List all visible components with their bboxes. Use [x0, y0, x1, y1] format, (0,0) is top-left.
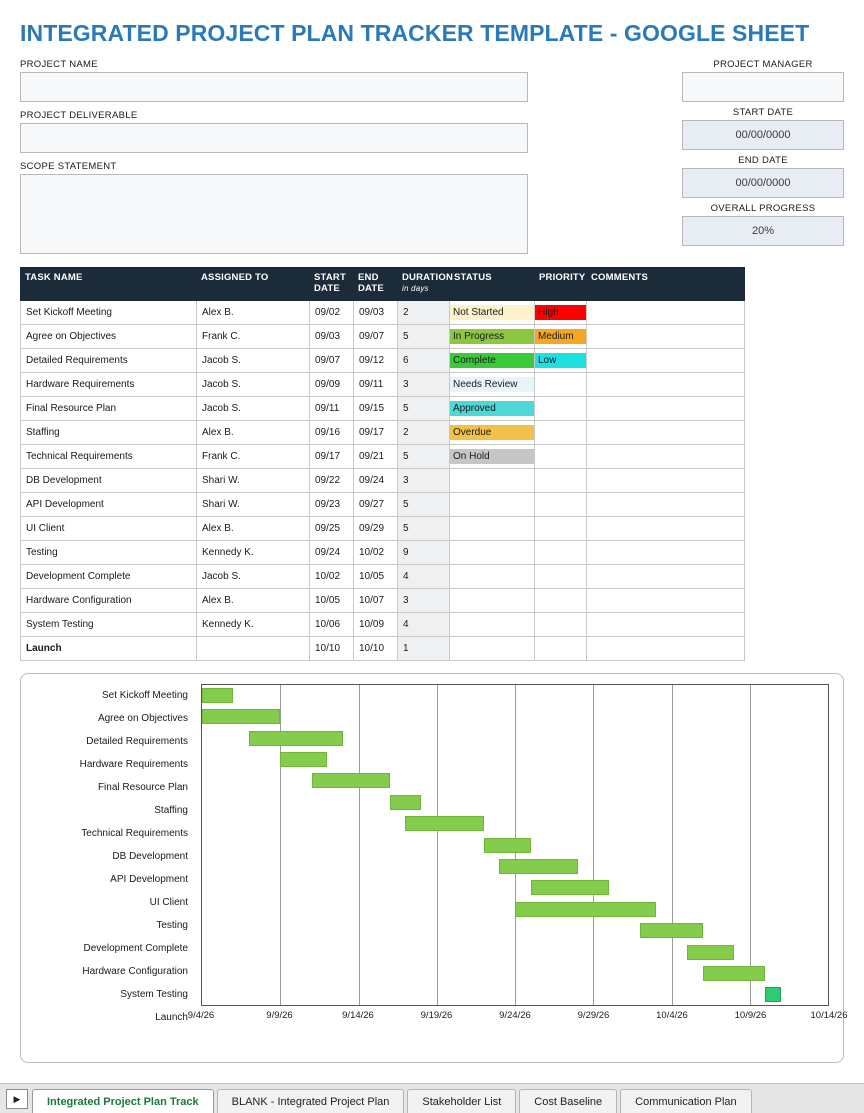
task-table-wrapper	[20, 267, 844, 661]
gantt-bar	[640, 923, 703, 938]
cell-assigned-to[interactable]: Jacob S.	[197, 396, 310, 420]
cell-status[interactable]	[450, 588, 535, 612]
table-row[interactable]	[21, 636, 745, 660]
cell-status[interactable]	[450, 564, 535, 588]
gantt-x-tick: 10/9/26	[734, 1009, 767, 1021]
start-date-input[interactable]: 00/00/0000	[682, 120, 844, 150]
cell-assigned-to[interactable]: Kennedy K.	[197, 540, 310, 564]
cell-end-date[interactable]: 09/29	[354, 516, 398, 540]
gantt-x-tick: 9/14/26	[342, 1009, 374, 1021]
gantt-x-axis	[187, 1007, 848, 1027]
cell-assigned-to[interactable]: Jacob S.	[197, 348, 310, 372]
cell-assigned-to[interactable]: Frank C.	[197, 444, 310, 468]
table-row[interactable]	[21, 396, 745, 420]
sheet-tab[interactable]: Cost Baseline	[519, 1089, 617, 1113]
gantt-row-label: Detailed Requirements	[86, 735, 188, 747]
cell-priority-chip: High	[535, 305, 586, 320]
cell-duration[interactable]: 5	[398, 324, 450, 348]
cell-assigned-to[interactable]: Kennedy K.	[197, 612, 310, 636]
cell-task-name[interactable]: Technical Requirements	[21, 444, 197, 468]
gantt-bar	[390, 795, 421, 810]
cell-comments[interactable]	[587, 348, 745, 372]
cell-priority[interactable]	[535, 588, 587, 612]
cell-assigned-to[interactable]: Shari W.	[197, 492, 310, 516]
cell-status[interactable]	[450, 516, 535, 540]
cell-task-name[interactable]: Detailed Requirements	[21, 348, 197, 372]
cell-priority[interactable]	[535, 636, 587, 660]
cell-comments[interactable]	[587, 372, 745, 396]
cell-priority[interactable]	[535, 468, 587, 492]
cell-comments[interactable]	[587, 540, 745, 564]
gantt-x-tick: 9/24/26	[499, 1009, 531, 1021]
cell-status-chip: Needs Review	[450, 377, 534, 392]
cell-end-date[interactable]: 09/11	[354, 372, 398, 396]
gantt-x-tick: 9/9/26	[266, 1009, 293, 1021]
cell-assigned-to[interactable]: Jacob S.	[197, 372, 310, 396]
cell-priority[interactable]	[535, 300, 587, 324]
cell-task-name[interactable]: API Development	[21, 492, 197, 516]
cell-task-name[interactable]: System Testing	[21, 612, 197, 636]
cell-end-date[interactable]: 09/17	[354, 420, 398, 444]
gantt-bar	[280, 752, 327, 767]
cell-assigned-to[interactable]	[197, 636, 310, 660]
gantt-category-labels	[31, 684, 196, 1029]
table-row[interactable]	[21, 444, 745, 468]
gantt-bar	[515, 902, 656, 917]
project-name-input[interactable]	[20, 72, 528, 102]
table-row[interactable]	[21, 468, 745, 492]
cell-end-date[interactable]: 09/27	[354, 492, 398, 516]
cell-start-date[interactable]: 10/06	[310, 612, 354, 636]
cell-task-name[interactable]: UI Client	[21, 516, 197, 540]
table-row[interactable]	[21, 588, 745, 612]
task-table-body	[21, 300, 745, 660]
gantt-row-label: DB Development	[112, 850, 188, 862]
cell-duration[interactable]: 5	[398, 516, 450, 540]
cell-assigned-to[interactable]: Alex B.	[197, 588, 310, 612]
sheet-tab[interactable]: BLANK - Integrated Project Plan	[217, 1089, 405, 1113]
header-assigned-to[interactable]: ASSIGNED TO	[197, 268, 310, 301]
header-end-date-text: END DATE	[358, 272, 384, 294]
gantt-bar	[687, 945, 734, 960]
cell-start-date[interactable]: 09/09	[310, 372, 354, 396]
cell-start-date[interactable]: 09/17	[310, 444, 354, 468]
cell-duration[interactable]: 2	[398, 420, 450, 444]
gantt-gridline	[359, 685, 360, 1005]
gantt-bar	[249, 731, 343, 746]
table-row[interactable]	[21, 300, 745, 324]
task-table	[20, 267, 745, 661]
gantt-bar	[202, 688, 233, 703]
table-row[interactable]	[21, 420, 745, 444]
gantt-row-label: Staffing	[154, 804, 188, 816]
project-manager-label: PROJECT MANAGER	[713, 59, 813, 70]
gantt-gridline	[672, 685, 673, 1005]
header-end-date[interactable]	[354, 268, 398, 301]
gantt-row-label: Hardware Requirements	[79, 758, 188, 770]
cell-end-date[interactable]: 09/24	[354, 468, 398, 492]
table-row[interactable]	[21, 564, 745, 588]
project-manager-input[interactable]	[682, 72, 844, 102]
cell-comments[interactable]	[587, 420, 745, 444]
cell-status-chip: Approved	[450, 401, 534, 416]
cell-status-chip: Not Started	[450, 305, 534, 320]
cell-status[interactable]	[450, 324, 535, 348]
cell-task-name[interactable]: Set Kickoff Meeting	[21, 300, 197, 324]
cell-task-name[interactable]: Launch	[21, 636, 197, 660]
overall-progress-label: OVERALL PROGRESS	[710, 203, 816, 214]
cell-start-date[interactable]: 09/24	[310, 540, 354, 564]
cell-status[interactable]	[450, 636, 535, 660]
cell-priority[interactable]	[535, 516, 587, 540]
cell-status[interactable]	[450, 420, 535, 444]
gantt-gridline	[437, 685, 438, 1005]
cell-duration[interactable]: 5	[398, 492, 450, 516]
cell-task-name[interactable]: Agree on Objectives	[21, 324, 197, 348]
gantt-x-tick: 10/4/26	[656, 1009, 688, 1021]
cell-status-chip: On Hold	[450, 449, 534, 464]
gantt-bar	[765, 987, 781, 1002]
cell-end-date[interactable]: 09/12	[354, 348, 398, 372]
cell-comments[interactable]	[587, 636, 745, 660]
cell-status[interactable]	[450, 468, 535, 492]
table-row[interactable]	[21, 516, 745, 540]
project-name-label: PROJECT NAME	[20, 59, 98, 70]
cell-duration[interactable]: 4	[398, 564, 450, 588]
sheet-tab-bar	[0, 1083, 864, 1113]
cell-task-name[interactable]: Development Complete	[21, 564, 197, 588]
cell-status[interactable]	[450, 396, 535, 420]
gantt-row-label: Testing	[156, 919, 188, 931]
cell-start-date[interactable]: 10/10	[310, 636, 354, 660]
gantt-plot-area	[201, 684, 829, 1006]
cell-duration[interactable]: 1	[398, 636, 450, 660]
table-header-row	[21, 268, 745, 301]
cell-comments[interactable]	[587, 444, 745, 468]
cell-start-date[interactable]: 09/07	[310, 348, 354, 372]
gantt-bar	[499, 859, 577, 874]
gantt-x-tick: 9/4/26	[187, 1009, 215, 1021]
sheet-tab[interactable]: Stakeholder List	[407, 1089, 516, 1113]
cell-priority[interactable]	[535, 420, 587, 444]
cell-start-date[interactable]: 09/25	[310, 516, 354, 540]
cell-duration[interactable]: 5	[398, 444, 450, 468]
cell-comments[interactable]	[587, 396, 745, 420]
cell-task-name[interactable]: Final Resource Plan	[21, 396, 197, 420]
overall-progress-value: 20%	[682, 216, 844, 246]
header-status[interactable]: STATUS	[450, 268, 535, 301]
cell-assigned-to[interactable]: Jacob S.	[197, 564, 310, 588]
cell-end-date[interactable]: 10/02	[354, 540, 398, 564]
cell-assigned-to[interactable]: Frank C.	[197, 324, 310, 348]
cell-assigned-to[interactable]: Alex B.	[197, 516, 310, 540]
cell-duration[interactable]: 3	[398, 372, 450, 396]
cell-end-date[interactable]: 09/07	[354, 324, 398, 348]
gantt-row-label: Launch	[155, 1011, 188, 1023]
gantt-bar	[531, 880, 609, 895]
gantt-row-label: System Testing	[120, 988, 188, 1000]
gantt-x-tick: 10/14/26	[810, 1009, 848, 1021]
gantt-bar	[202, 709, 280, 724]
table-row[interactable]	[21, 540, 745, 564]
gantt-row-label: Technical Requirements	[81, 827, 188, 839]
cell-priority[interactable]	[535, 396, 587, 420]
cell-end-date[interactable]: 10/05	[354, 564, 398, 588]
cell-status-chip: Overdue	[450, 425, 534, 440]
sheet-tab[interactable]: Communication Plan	[620, 1089, 752, 1113]
cell-priority[interactable]	[535, 348, 587, 372]
cell-priority[interactable]	[535, 564, 587, 588]
header-start-date[interactable]	[310, 268, 354, 301]
cell-status[interactable]	[450, 492, 535, 516]
cell-priority[interactable]	[535, 372, 587, 396]
cell-priority[interactable]	[535, 540, 587, 564]
header-duration-sub: in days	[402, 283, 429, 293]
cell-start-date[interactable]: 09/23	[310, 492, 354, 516]
project-deliverable-input[interactable]	[20, 123, 528, 153]
cell-duration[interactable]: 3	[398, 468, 450, 492]
gantt-row-label: Final Resource Plan	[97, 781, 188, 793]
cell-duration[interactable]: 4	[398, 612, 450, 636]
header-comments[interactable]: COMMENTS	[587, 268, 745, 301]
project-header-form	[20, 59, 844, 259]
cell-end-date[interactable]: 09/15	[354, 396, 398, 420]
gantt-row-label: Agree on Objectives	[97, 712, 188, 724]
left-form-column	[20, 59, 528, 254]
cell-assigned-to[interactable]: Shari W.	[197, 468, 310, 492]
gantt-row-label: Development Complete	[83, 942, 188, 954]
gantt-x-tick: 9/29/26	[577, 1009, 610, 1021]
header-task-name[interactable]: TASK NAME	[21, 268, 197, 301]
table-row[interactable]	[21, 324, 745, 348]
gantt-gridline	[750, 685, 751, 1005]
cell-start-date[interactable]: 09/03	[310, 324, 354, 348]
cell-duration[interactable]: 3	[398, 588, 450, 612]
cell-start-date[interactable]: 09/16	[310, 420, 354, 444]
cell-end-date[interactable]: 10/09	[354, 612, 398, 636]
header-start-date-text: START DATE	[314, 272, 346, 294]
page-title: INTEGRATED PROJECT PLAN TRACKER TEMPLATE - GOOGLE SHEET	[20, 20, 810, 46]
cell-priority[interactable]	[535, 324, 587, 348]
cell-priority-chip: Medium	[535, 329, 586, 344]
sheet-tab[interactable]: Integrated Project Plan Track	[32, 1089, 214, 1113]
gantt-bar	[312, 773, 390, 788]
gantt-bar	[703, 966, 766, 981]
project-deliverable-label: PROJECT DELIVERABLE	[20, 110, 138, 121]
gantt-x-tick: 9/19/26	[420, 1009, 453, 1021]
end-date-input[interactable]: 00/00/0000	[682, 168, 844, 198]
cell-status[interactable]	[450, 372, 535, 396]
cell-start-date[interactable]: 10/02	[310, 564, 354, 588]
cell-priority-chip: Low	[535, 353, 586, 368]
cell-assigned-to[interactable]: Alex B.	[197, 300, 310, 324]
scope-statement-input[interactable]	[20, 174, 528, 254]
cell-task-name[interactable]: Hardware Configuration	[21, 588, 197, 612]
cell-start-date[interactable]: 09/22	[310, 468, 354, 492]
header-priority[interactable]: PRIORITY	[535, 268, 587, 301]
cell-status[interactable]	[450, 348, 535, 372]
cell-comments[interactable]	[587, 612, 745, 636]
right-form-column	[682, 59, 844, 246]
cell-priority[interactable]	[535, 444, 587, 468]
cell-start-date[interactable]: 09/02	[310, 300, 354, 324]
header-duration[interactable]	[398, 268, 454, 301]
cell-task-name[interactable]: DB Development	[21, 468, 197, 492]
cell-comments[interactable]	[587, 564, 745, 588]
cell-status-chip: Complete	[450, 353, 534, 368]
cell-task-name[interactable]: Hardware Requirements	[21, 372, 197, 396]
cell-duration[interactable]: 6	[398, 348, 450, 372]
gantt-chart	[31, 684, 848, 1052]
cell-duration[interactable]: 2	[398, 300, 450, 324]
scope-statement-label: SCOPE STATEMENT	[20, 161, 117, 172]
gantt-row-label: Set Kickoff Meeting	[102, 689, 188, 701]
gantt-bar	[405, 816, 483, 831]
cell-end-date[interactable]: 10/07	[354, 588, 398, 612]
cell-duration[interactable]: 5	[398, 396, 450, 420]
gantt-chart-card	[20, 673, 848, 1063]
cell-start-date[interactable]: 10/05	[310, 588, 354, 612]
cell-comments[interactable]	[587, 588, 745, 612]
cell-comments[interactable]	[587, 468, 745, 492]
gantt-row-label: API Development	[110, 873, 188, 885]
cell-end-date[interactable]: 09/03	[354, 300, 398, 324]
table-row[interactable]	[21, 492, 745, 516]
gantt-row-label: Hardware Configuration	[82, 965, 188, 977]
play-right-icon[interactable]: ▶	[6, 1089, 28, 1109]
cell-start-date[interactable]: 09/11	[310, 396, 354, 420]
gantt-gridline	[593, 685, 594, 1005]
cell-priority[interactable]	[535, 492, 587, 516]
cell-status[interactable]	[450, 540, 535, 564]
cell-task-name[interactable]: Testing	[21, 540, 197, 564]
cell-status[interactable]	[450, 444, 535, 468]
cell-end-date[interactable]: 09/21	[354, 444, 398, 468]
cell-comments[interactable]	[587, 300, 745, 324]
cell-end-date[interactable]: 10/10	[354, 636, 398, 660]
cell-comments[interactable]	[587, 492, 745, 516]
sheet-tabs	[32, 1089, 755, 1113]
gantt-bar	[484, 838, 531, 853]
end-date-label: END DATE	[738, 155, 788, 166]
cell-comments[interactable]	[587, 516, 745, 540]
header-duration-text: DURATION	[402, 272, 454, 283]
cell-duration[interactable]: 9	[398, 540, 450, 564]
cell-status-chip: In Progress	[450, 329, 534, 344]
table-row[interactable]	[21, 348, 745, 372]
cell-comments[interactable]	[587, 324, 745, 348]
table-row[interactable]	[21, 612, 745, 636]
table-row[interactable]	[21, 372, 745, 396]
gantt-row-label: UI Client	[149, 896, 188, 908]
cell-assigned-to[interactable]: Alex B.	[197, 420, 310, 444]
cell-status[interactable]	[450, 300, 535, 324]
cell-priority[interactable]	[535, 612, 587, 636]
cell-status[interactable]	[450, 612, 535, 636]
start-date-label: START DATE	[732, 107, 794, 118]
cell-task-name[interactable]: Staffing	[21, 420, 197, 444]
